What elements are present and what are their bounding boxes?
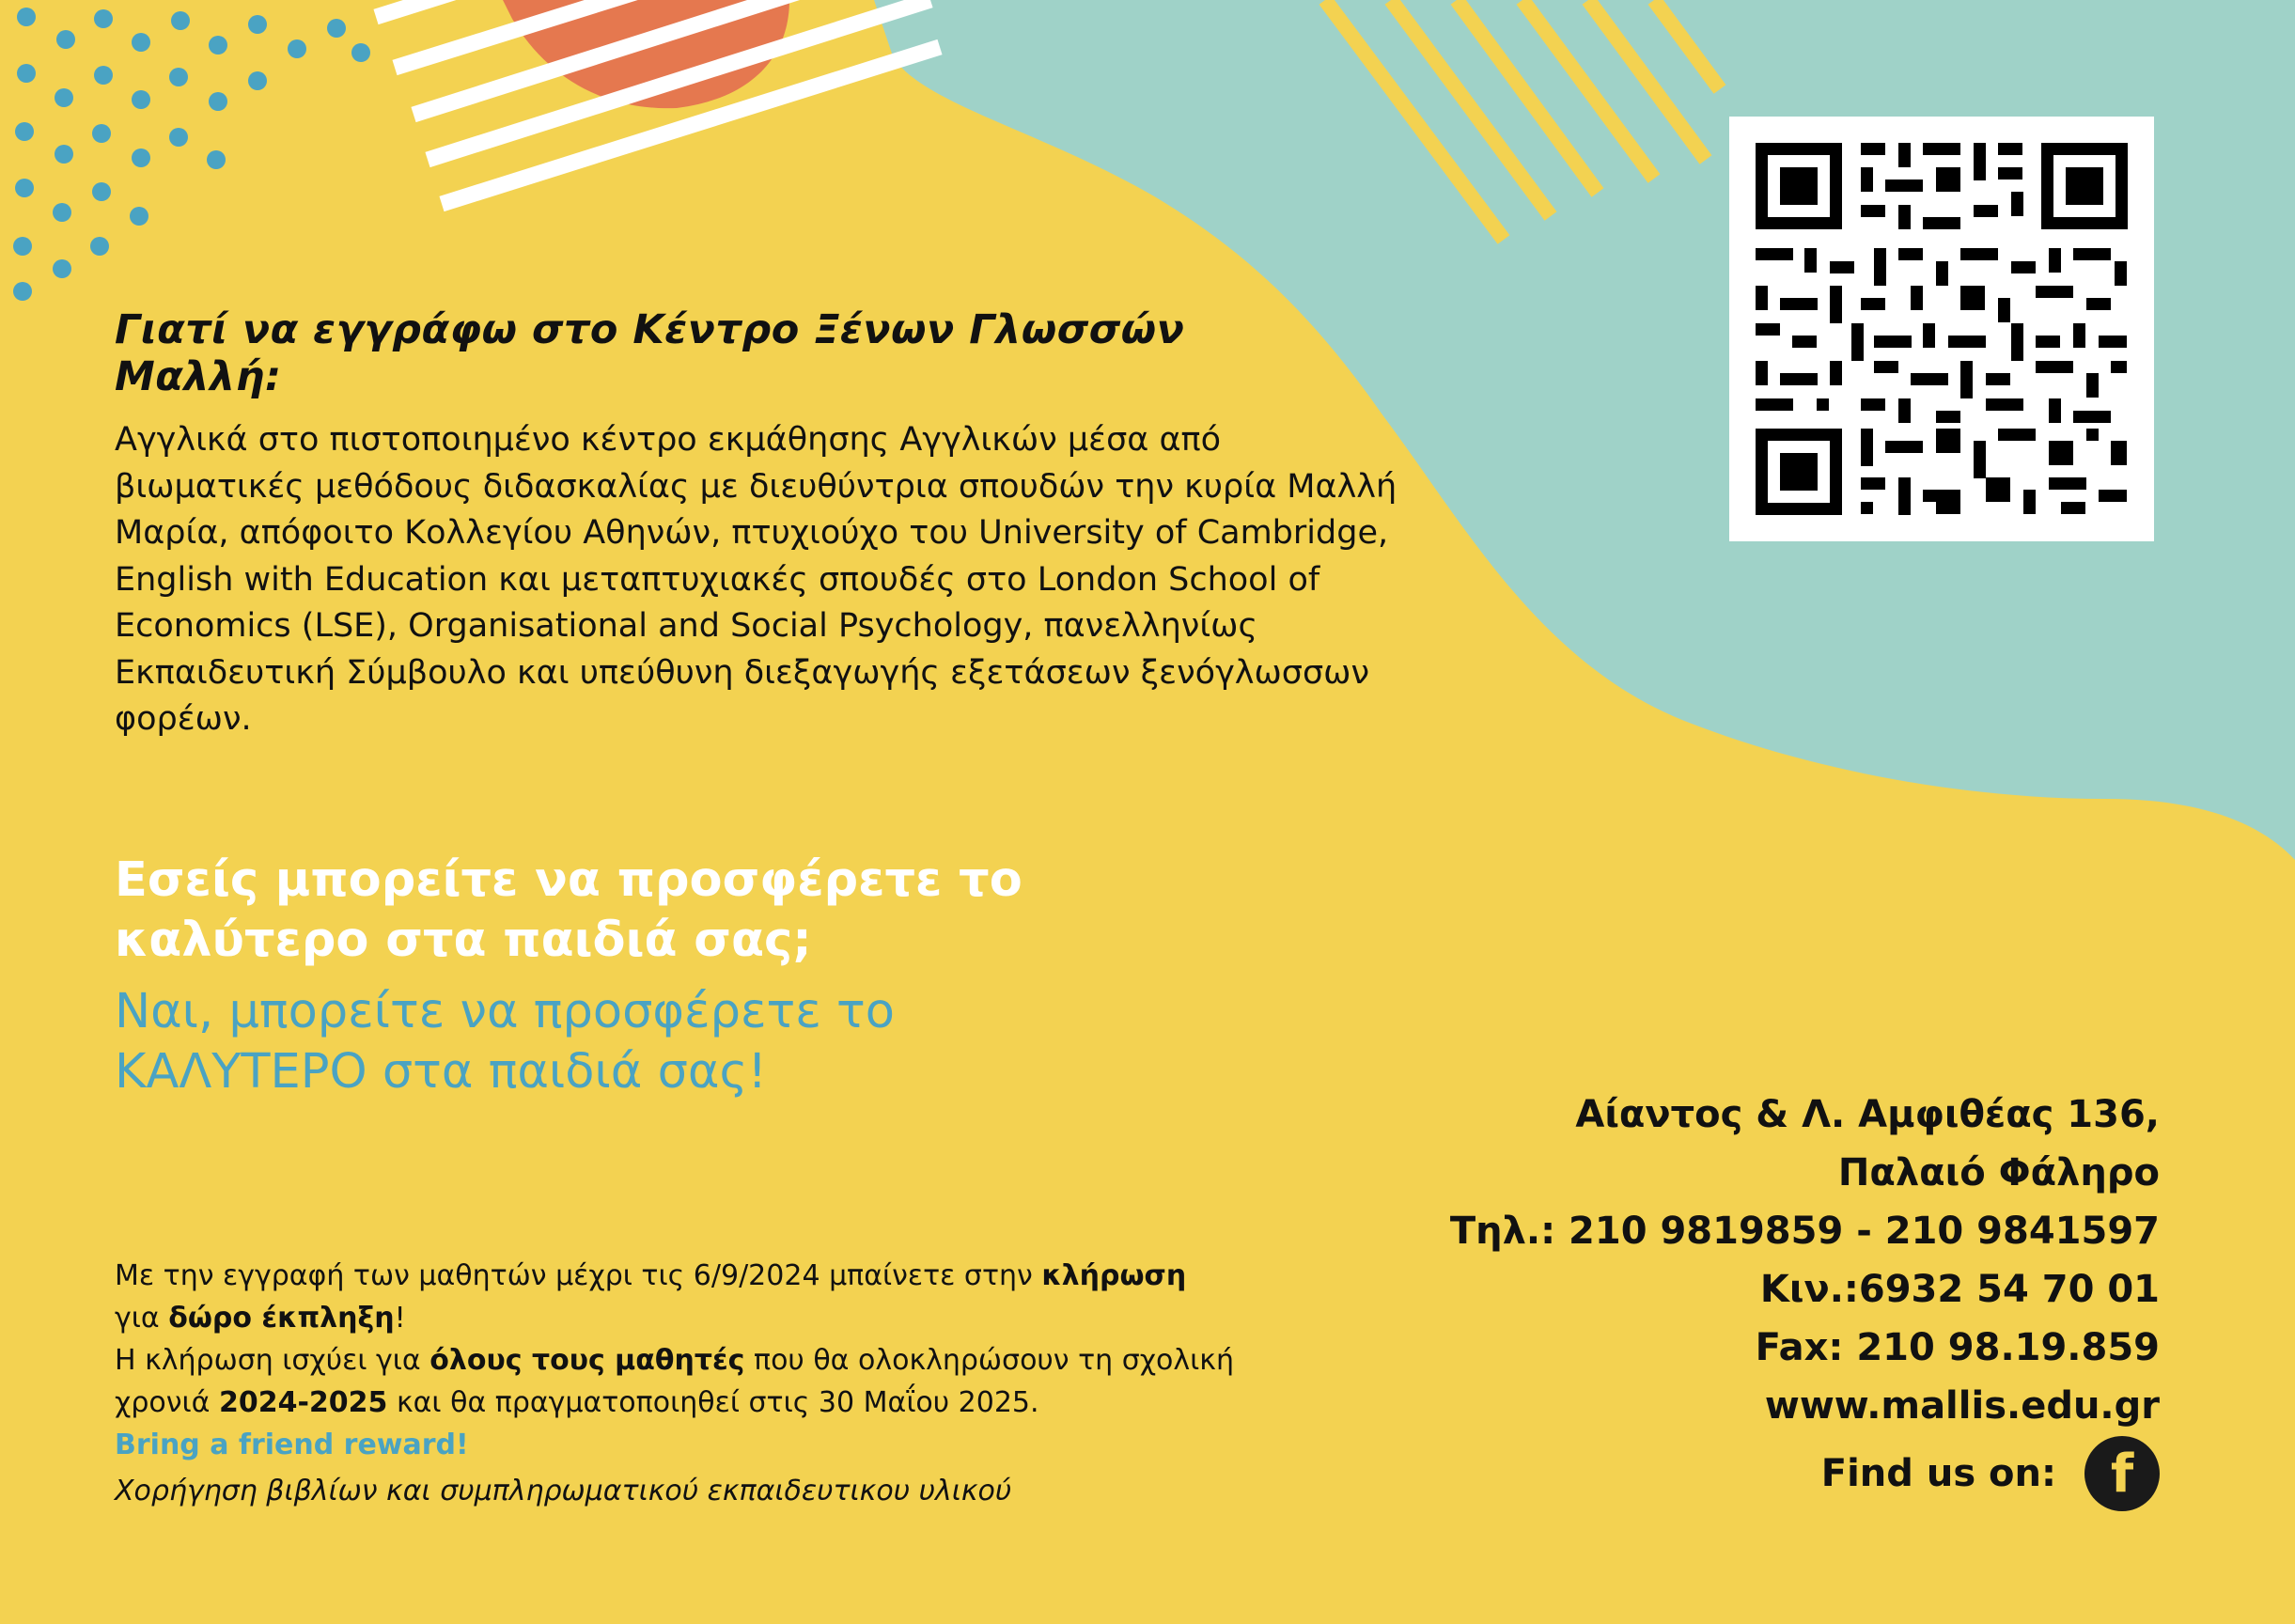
promo-bold: δώρο έκπληξη bbox=[168, 1302, 395, 1335]
promo-block bbox=[115, 1255, 1336, 1512]
promo-text: για bbox=[115, 1302, 169, 1335]
promo-paragraph-2 bbox=[115, 1339, 1336, 1424]
qr-code-icon bbox=[1729, 117, 2154, 541]
promo-bold: 2024-2025 bbox=[218, 1386, 388, 1419]
facebook-icon[interactable]: f bbox=[2084, 1436, 2160, 1511]
answer-text: Ναι, μπορείτε να προσφέρετε το ΚΑΛΥΤΕΡΟ στα παιδιά σας! bbox=[115, 984, 895, 1100]
qr-code[interactable] bbox=[1729, 117, 2154, 541]
friend-reward: Bring a friend reward! bbox=[115, 1429, 469, 1461]
address-line-2: Παλαιό Φάληρο bbox=[1837, 1151, 2160, 1195]
promo-bold: όλους τους μαθητές bbox=[429, 1344, 745, 1377]
promo-text: Η κλήρωση ισχύει για bbox=[115, 1344, 430, 1377]
find-us bbox=[1821, 1436, 2160, 1511]
website-link[interactable]: www.mallis.edu.gr bbox=[1764, 1384, 2160, 1428]
body-paragraph: Αγγλικά στο πιστοποιημένο κέντρο εκμάθησης Αγγλικών μέσα από βιωματικές μεθόδους διδασκαλίας με διευθύντρια σπουδών την κυρία Μαλλή Μαρία, απόφοιτο Κολλεγίου Αθηνών, πτυχιούχο του University of Cambridge, English with Education και μεταπτυχιακές σπουδές στο London School of Economics (LSE), Organisational and Social Psychology, πανελληνίως Εκπαιδευτική Σύμβουλο και υπεύθυνη διεξαγωγής εξετάσεων ξενόγλωσσων φορέων. bbox=[115, 421, 1397, 738]
mobile: Κιν.:6932 54 70 01 bbox=[1759, 1268, 2160, 1311]
heading-line-1: Γιατί να εγγράφω στο Κέντρο Ξένων Γλωσσών bbox=[115, 306, 1185, 353]
promo-paragraph-1 bbox=[115, 1255, 1336, 1339]
promo-text: Με την εγγραφή των μαθητών μέχρι τις 6/9/2024 μπαίνετε στην bbox=[115, 1259, 1042, 1292]
phone: Τηλ.: 210 9819859 - 210 9841597 bbox=[1449, 1210, 2160, 1253]
heading-line-2: Μαλλή: bbox=[115, 353, 282, 400]
promo-text: που θα ολοκληρώσουν τη σχολική χρονιά bbox=[115, 1344, 1234, 1419]
address-line-1: Αίαντος & Λ. Αμφιθέας 136, bbox=[1575, 1093, 2160, 1136]
fax: Fax: 210 98.19.859 bbox=[1755, 1326, 2160, 1369]
main-heading bbox=[115, 306, 1355, 400]
question-text: Εσείς μπορείτε να προσφέρετε το καλύτερο στα παιδιά σας; bbox=[115, 852, 1023, 968]
contact-block bbox=[1314, 1085, 2160, 1435]
promo-bold: κλήρωση bbox=[1041, 1259, 1187, 1292]
promo-text: ! bbox=[394, 1302, 406, 1335]
books-note: Χορήγηση βιβλίων και συμπληρωματικού εκπαιδευτικου υλικού bbox=[115, 1475, 1012, 1507]
promo-text: και θα πραγματοποιηθεί στις 30 Μαΐου 2025. bbox=[387, 1386, 1039, 1419]
find-us-label: Find us on: bbox=[1820, 1452, 2056, 1495]
